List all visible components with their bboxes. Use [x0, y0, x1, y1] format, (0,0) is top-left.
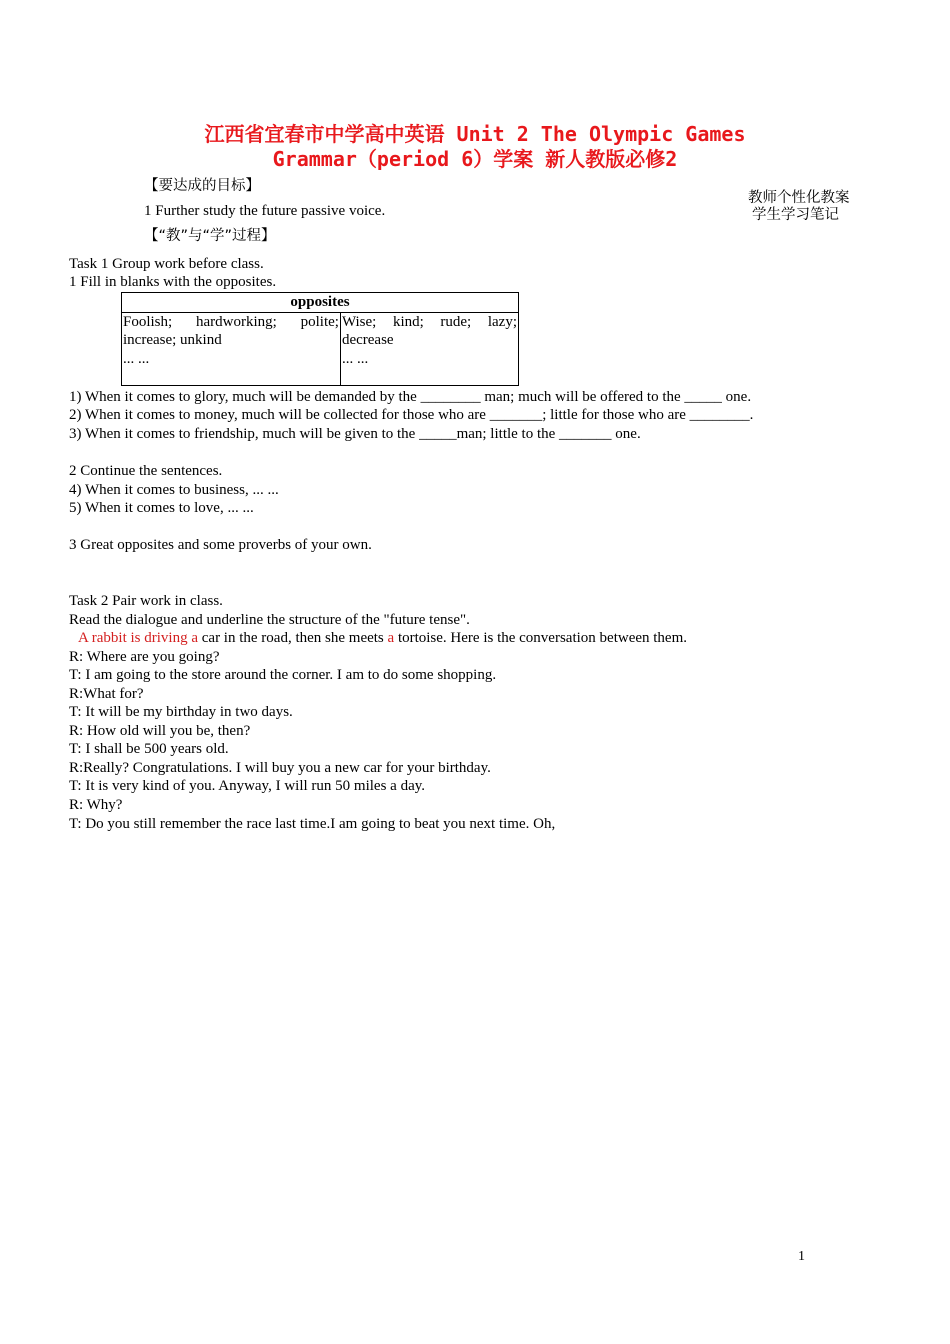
task1-title: Task 1 Group work before class. — [69, 256, 264, 272]
dialogue-line: T: Do you still remember the race last time.I am going to beat you next time. Oh, — [69, 816, 556, 832]
task1-fill-instruction: 1 Fill in blanks with the opposites. — [69, 274, 277, 290]
page-number: 1 — [798, 1249, 805, 1264]
document-title-line-2: Grammar（period 6）学案 新人教版必修2 — [272, 147, 678, 171]
opposites-table-header: opposites — [122, 293, 519, 313]
side-note-teacher: 教师个性化教案 — [748, 190, 850, 206]
opposites-table — [121, 292, 519, 386]
task2-instruction: Read the dialogue and underline the structure of the "future tense". — [69, 612, 470, 628]
document-title-line-1: 江西省宜春市中学高中英语 Unit 2 The Olympic Games — [204, 122, 746, 146]
side-note-student: 学生学习笔记 — [752, 207, 839, 223]
dialogue-line: T: It is very kind of you. Anyway, I will run 50 miles a day. — [69, 778, 426, 794]
dialogue-line: R: Where are you going? — [69, 649, 220, 665]
dialogue-line: R: Why? — [69, 797, 123, 813]
intro-red-article: a — [387, 630, 395, 646]
dialogue-line: R: How old will you be, then? — [69, 723, 251, 739]
task1-sentence-1: 1) When it comes to glory, much will be demanded by the ________ man; much will be offered to the _____ one. — [69, 389, 752, 405]
goals-heading: 【要达成的目标】 — [144, 178, 260, 194]
dialogue-line: R:What for? — [69, 686, 144, 702]
task1-continue-5: 5) When it comes to love, ... ... — [69, 500, 254, 516]
task2-intro — [78, 629, 687, 648]
task2-title: Task 2 Pair work in class. — [69, 593, 223, 609]
dialogue-line: R:Really? Congratulations. I will buy you a new car for your birthday. — [69, 760, 491, 776]
task1-continue-instruction: 2 Continue the sentences. — [69, 463, 223, 479]
task1-sentence-3: 3) When it comes to friendship, much will be given to the _____man; little to the _______ one. — [69, 426, 641, 442]
opposites-left-cell — [122, 312, 341, 385]
dialogue-line: T: I am going to the store around the corner. I am to do some shopping. — [69, 667, 497, 683]
opposites-right-words: Wise; kind; rude; lazy; decrease — [341, 313, 517, 348]
task1-proverbs: 3 Great opposites and some proverbs of your own. — [69, 537, 372, 553]
opposites-left-words: Foolish; hardworking; polite; increase; unkind — [123, 313, 339, 348]
intro-red-phrase: A rabbit is driving a — [78, 630, 198, 646]
goals-item: 1 Further study the future passive voice. — [144, 203, 386, 219]
opposites-right-ellipsis: ... ... — [341, 350, 369, 367]
dialogue-line: T: I shall be 500 years old. — [69, 741, 229, 757]
opposites-left-ellipsis: ... ... — [123, 350, 150, 367]
process-heading: 【“教”与“学”过程】 — [144, 228, 276, 244]
dialogue-line: T: It will be my birthday in two days. — [69, 704, 293, 720]
opposites-right-cell — [340, 312, 518, 385]
intro-end: tortoise. Here is the conversation between them. — [394, 630, 688, 646]
task1-sentence-2: 2) When it comes to money, much will be collected for those who are _______; little for those who are ________. — [69, 407, 754, 423]
task1-continue-4: 4) When it comes to business, ... ... — [69, 482, 279, 498]
intro-middle: car in the road, then she meets — [198, 630, 388, 646]
